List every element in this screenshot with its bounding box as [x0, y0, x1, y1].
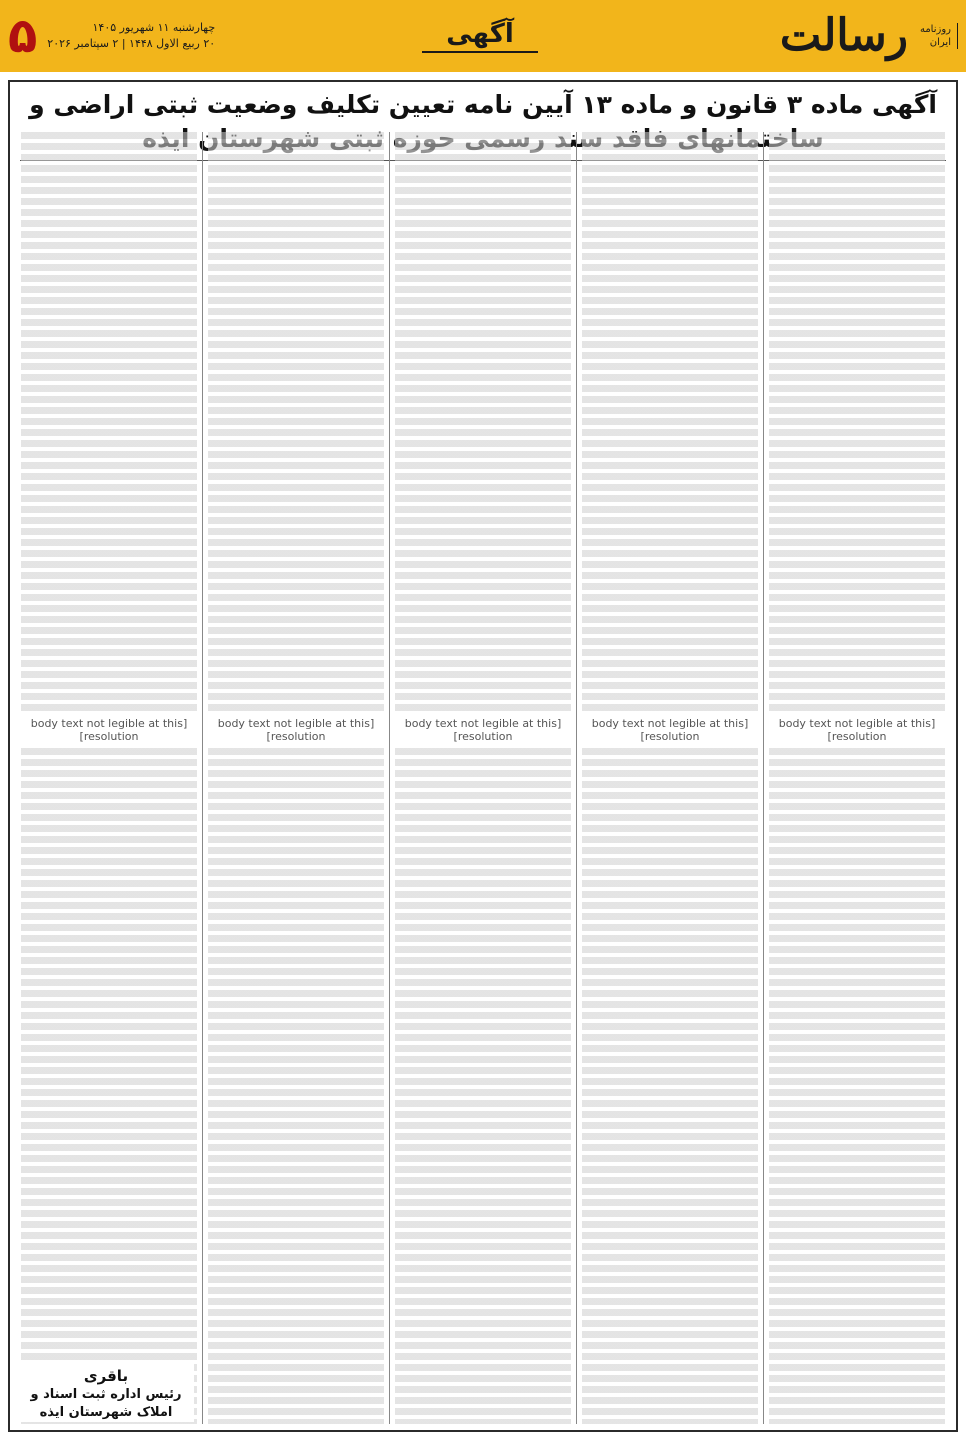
section-title: آگهی	[422, 19, 538, 53]
text-column-1	[763, 132, 950, 1424]
signature-block	[18, 1362, 194, 1422]
logo-subtitle-line-2: ایران	[929, 37, 951, 48]
masthead	[0, 0, 966, 72]
brand-name: رسالت	[779, 10, 908, 61]
unreadable-note: [body text not legible at this resolution]	[577, 713, 763, 747]
section-header	[330, 10, 630, 62]
text-column-2	[576, 132, 763, 1424]
unreadable-note: [body text not legible at this resolution]	[203, 713, 389, 747]
text-column-5	[16, 132, 202, 1424]
text-column-4	[202, 132, 389, 1424]
article-headline: آگهی ماده ۳ قانون و ماده ۱۳ آیین نامه تعیین تکلیف وضعیت ثبتی اراضی و سند	[20, 88, 946, 161]
signature-name: باقری	[83, 1367, 129, 1385]
column-text-placeholder	[208, 132, 384, 1424]
page-number: ۵	[8, 8, 38, 64]
issue-dates	[47, 20, 215, 53]
column-text-placeholder	[21, 132, 197, 1424]
logo-subtitle-line-1: روزنامه	[919, 24, 951, 35]
logo-subtitle	[920, 23, 958, 49]
issue-info	[8, 6, 215, 66]
column-text-placeholder	[395, 132, 571, 1424]
column-text-placeholder	[582, 132, 758, 1424]
notice-article	[8, 80, 958, 1432]
newspaper-logo	[774, 6, 958, 66]
column-text-placeholder	[769, 132, 945, 1424]
unreadable-note: [body text not legible at this resolution]	[764, 713, 950, 747]
unreadable-note: [body text not legible at this resolution]	[16, 713, 202, 747]
signature-office: رئیس اداره ثبت اسناد و املاک شهرستان ایذه	[30, 1387, 182, 1420]
article-columns	[16, 132, 950, 1424]
date-line-1: چهارشنبه ۱۱ شهریور ۱۴۰۵	[92, 20, 216, 34]
unreadable-note: [body text not legible at this resolution]	[390, 713, 576, 747]
date-line-2: ۲۰ ربیع الاول ۱۴۴۸ | ۲ سپتامبر ۲۰۲۶	[47, 37, 216, 50]
text-column-3	[389, 132, 576, 1424]
